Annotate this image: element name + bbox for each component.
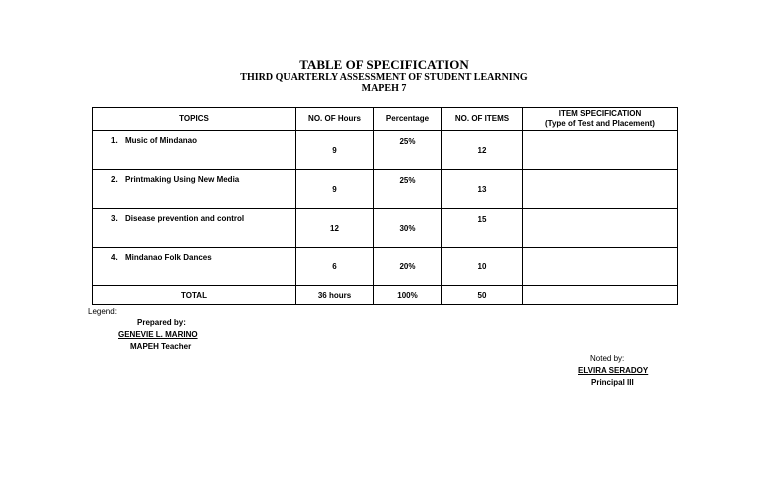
legend-label: Legend:	[88, 307, 117, 316]
topic-cell	[93, 248, 296, 286]
topic-cell	[93, 170, 296, 209]
spec-cell	[523, 209, 678, 248]
col-header-topics: TOPICS	[93, 108, 296, 131]
col-header-item-specification-title: ITEM SPECIFICATION	[558, 109, 642, 118]
topic-cell	[93, 131, 296, 170]
topic-cell	[93, 209, 296, 248]
document-subtitle: THIRD QUARTERLY ASSESSMENT OF STUDENT LEARNING	[240, 72, 528, 83]
hours-cell: 9	[296, 131, 374, 170]
col-header-item-specification-note: (Type of Test and Placement)	[545, 119, 655, 128]
percentage-cell: 20%	[374, 248, 442, 286]
topic-name: Printmaking Using New Media	[125, 175, 240, 184]
hours-cell: 12	[296, 209, 374, 248]
prepared-by-role: MAPEH Teacher	[130, 342, 192, 351]
items-cell: 10	[442, 248, 523, 286]
total-percentage: 100%	[374, 286, 442, 305]
document-subject: MAPEH 7	[361, 83, 407, 94]
total-spec	[523, 286, 678, 305]
topic-name: Music of Mindanao	[125, 136, 197, 145]
items-cell: 13	[442, 170, 523, 209]
topic-number: 1.	[111, 136, 118, 145]
topic-name: Disease prevention and control	[125, 214, 245, 223]
topic-name: Mindanao Folk Dances	[125, 253, 212, 262]
table-row	[93, 170, 678, 209]
prepared-by-label: Prepared by:	[137, 318, 186, 327]
specification-table	[92, 107, 678, 305]
total-label: TOTAL	[93, 286, 296, 305]
spec-cell	[523, 248, 678, 286]
percentage-cell: 30%	[374, 209, 442, 248]
noted-by-label: Noted by:	[590, 354, 625, 363]
items-cell: 12	[442, 131, 523, 170]
total-hours: 36 hours	[296, 286, 374, 305]
hours-cell: 6	[296, 248, 374, 286]
hours-cell: 9	[296, 170, 374, 209]
document-title: TABLE OF SPECIFICATION	[299, 57, 469, 72]
table-header-row	[93, 108, 678, 131]
col-header-item-specification	[523, 108, 678, 131]
total-items: 50	[442, 286, 523, 305]
col-header-items: NO. OF ITEMS	[442, 108, 523, 131]
noted-by-role: Principal III	[591, 378, 634, 387]
table-row	[93, 209, 678, 248]
col-header-percentage: Percentage	[374, 108, 442, 131]
col-header-hours: NO. OF Hours	[296, 108, 374, 131]
topic-number: 3.	[111, 214, 118, 223]
table-row	[93, 248, 678, 286]
percentage-cell: 25%	[374, 170, 442, 209]
items-cell: 15	[442, 209, 523, 248]
table-total-row	[93, 286, 678, 305]
percentage-cell: 25%	[374, 131, 442, 170]
prepared-by-name: GENEVIE L. MARINO	[118, 330, 198, 339]
noted-by-name: ELVIRA SERADOY	[578, 366, 649, 375]
spec-cell	[523, 131, 678, 170]
spec-cell	[523, 170, 678, 209]
topic-number: 2.	[111, 175, 118, 184]
table-row	[93, 131, 678, 170]
topic-number: 4.	[111, 253, 118, 262]
